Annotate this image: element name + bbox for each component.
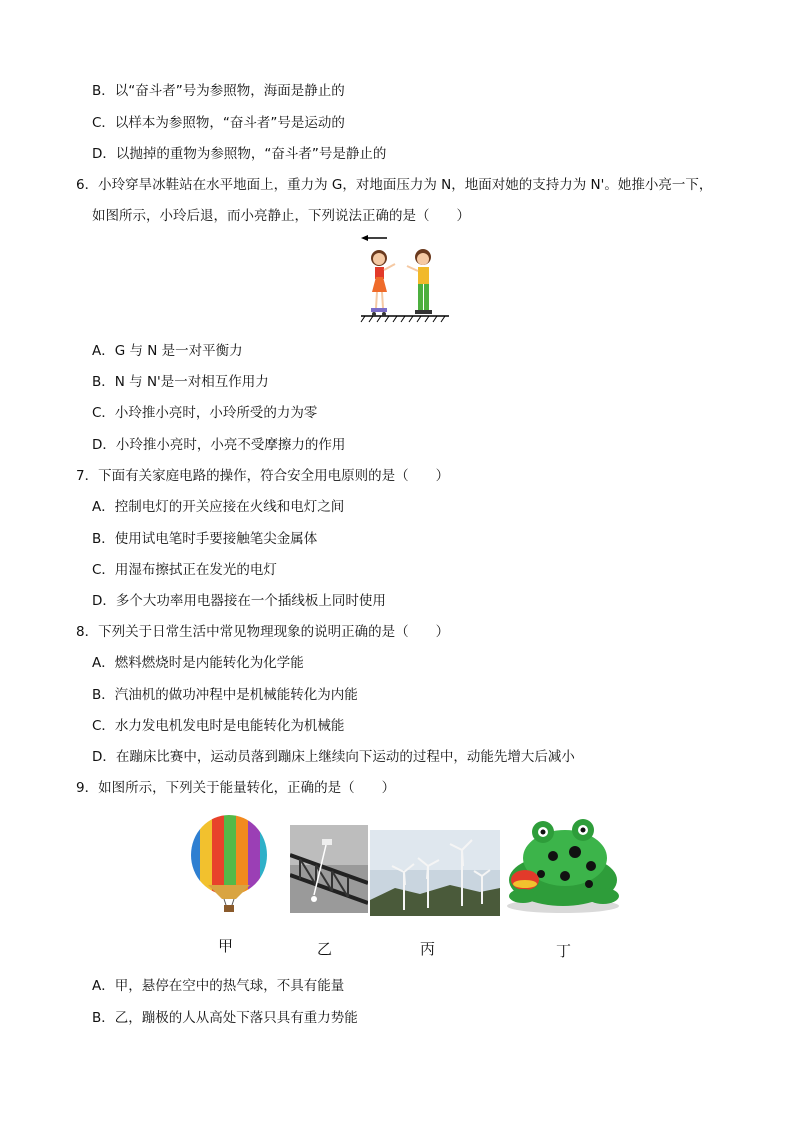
hot-air-balloon-image [188, 815, 270, 915]
q7-stem: 7．下面有关家庭电路的操作，符合安全用电原则的是（ ） [76, 468, 450, 484]
caption-ding: 丁 [556, 942, 572, 960]
q6-option-d: D．小玲推小亮时，小亮不受摩擦力的作用 [92, 437, 346, 453]
q7-option-d: D．多个大功率用电器接在一个插线板上同时使用 [92, 593, 386, 609]
q5-option-b: B．以“奋斗者”号为参照物，海面是静止的 [92, 83, 345, 99]
q7-option-a: A．控制电灯的开关应接在火线和电灯之间 [92, 499, 345, 515]
caption-jia: 甲 [218, 937, 234, 955]
q9-stem: 9．如图所示，下列关于能量转化，正确的是（ ） [76, 780, 396, 796]
girl-figure [371, 250, 395, 316]
wind-turbine-image [370, 830, 500, 916]
q5-option-c: C．以样本为参照物，“奋斗者”号是运动的 [92, 115, 345, 131]
q8-option-c: C．水力发电机发电时是电能转化为机械能 [92, 718, 345, 734]
q8-stem: 8．下列关于日常生活中常见物理现象的说明正确的是（ ） [76, 624, 450, 640]
q6-stem-line2: 如图所示，小玲后退，而小亮静止，下列说法正确的是（ ） [92, 208, 470, 224]
q9-option-a: A．甲，悬停在空中的热气球，不具有能量 [92, 978, 345, 994]
toy-frog-image [503, 818, 623, 916]
q8-option-d: D．在蹦床比赛中，运动员落到蹦床上继续向下运动的过程中，动能先增大后减小 [92, 749, 575, 765]
q7-option-b: B．使用试电笔时手要接触笔尖金属体 [92, 531, 318, 547]
boy-figure [407, 249, 432, 314]
q6-option-a: A．G 与 N 是一对平衡力 [92, 343, 243, 359]
q8-option-b: B．汽油机的做功冲程中是机械能转化为内能 [92, 687, 358, 703]
q6-stem-line1: 6．小玲穿旱冰鞋站在水平地面上，重力为 G，对地面压力为 N，地面对她的支持力为 N'。她推小亮一下， [76, 177, 713, 193]
q7-option-c: C．用湿布擦拭正在发光的电灯 [92, 562, 277, 578]
q8-option-a: A．燃料燃烧时是内能转化为化学能 [92, 655, 304, 671]
q9-option-b: B．乙，蹦极的人从高处下落只具有重力势能 [92, 1010, 358, 1026]
q6-option-c: C．小玲推小亮时，小玲所受的力为零 [92, 405, 318, 421]
q6-push-figure [355, 230, 455, 330]
bungee-jump-image [290, 825, 368, 913]
caption-yi: 乙 [317, 940, 333, 958]
q6-option-b: B．N 与 N'是一对相互作用力 [92, 374, 269, 390]
caption-bing: 丙 [420, 940, 436, 958]
q5-option-d: D．以抛掉的重物为参照物，“奋斗者”号是静止的 [92, 146, 387, 162]
